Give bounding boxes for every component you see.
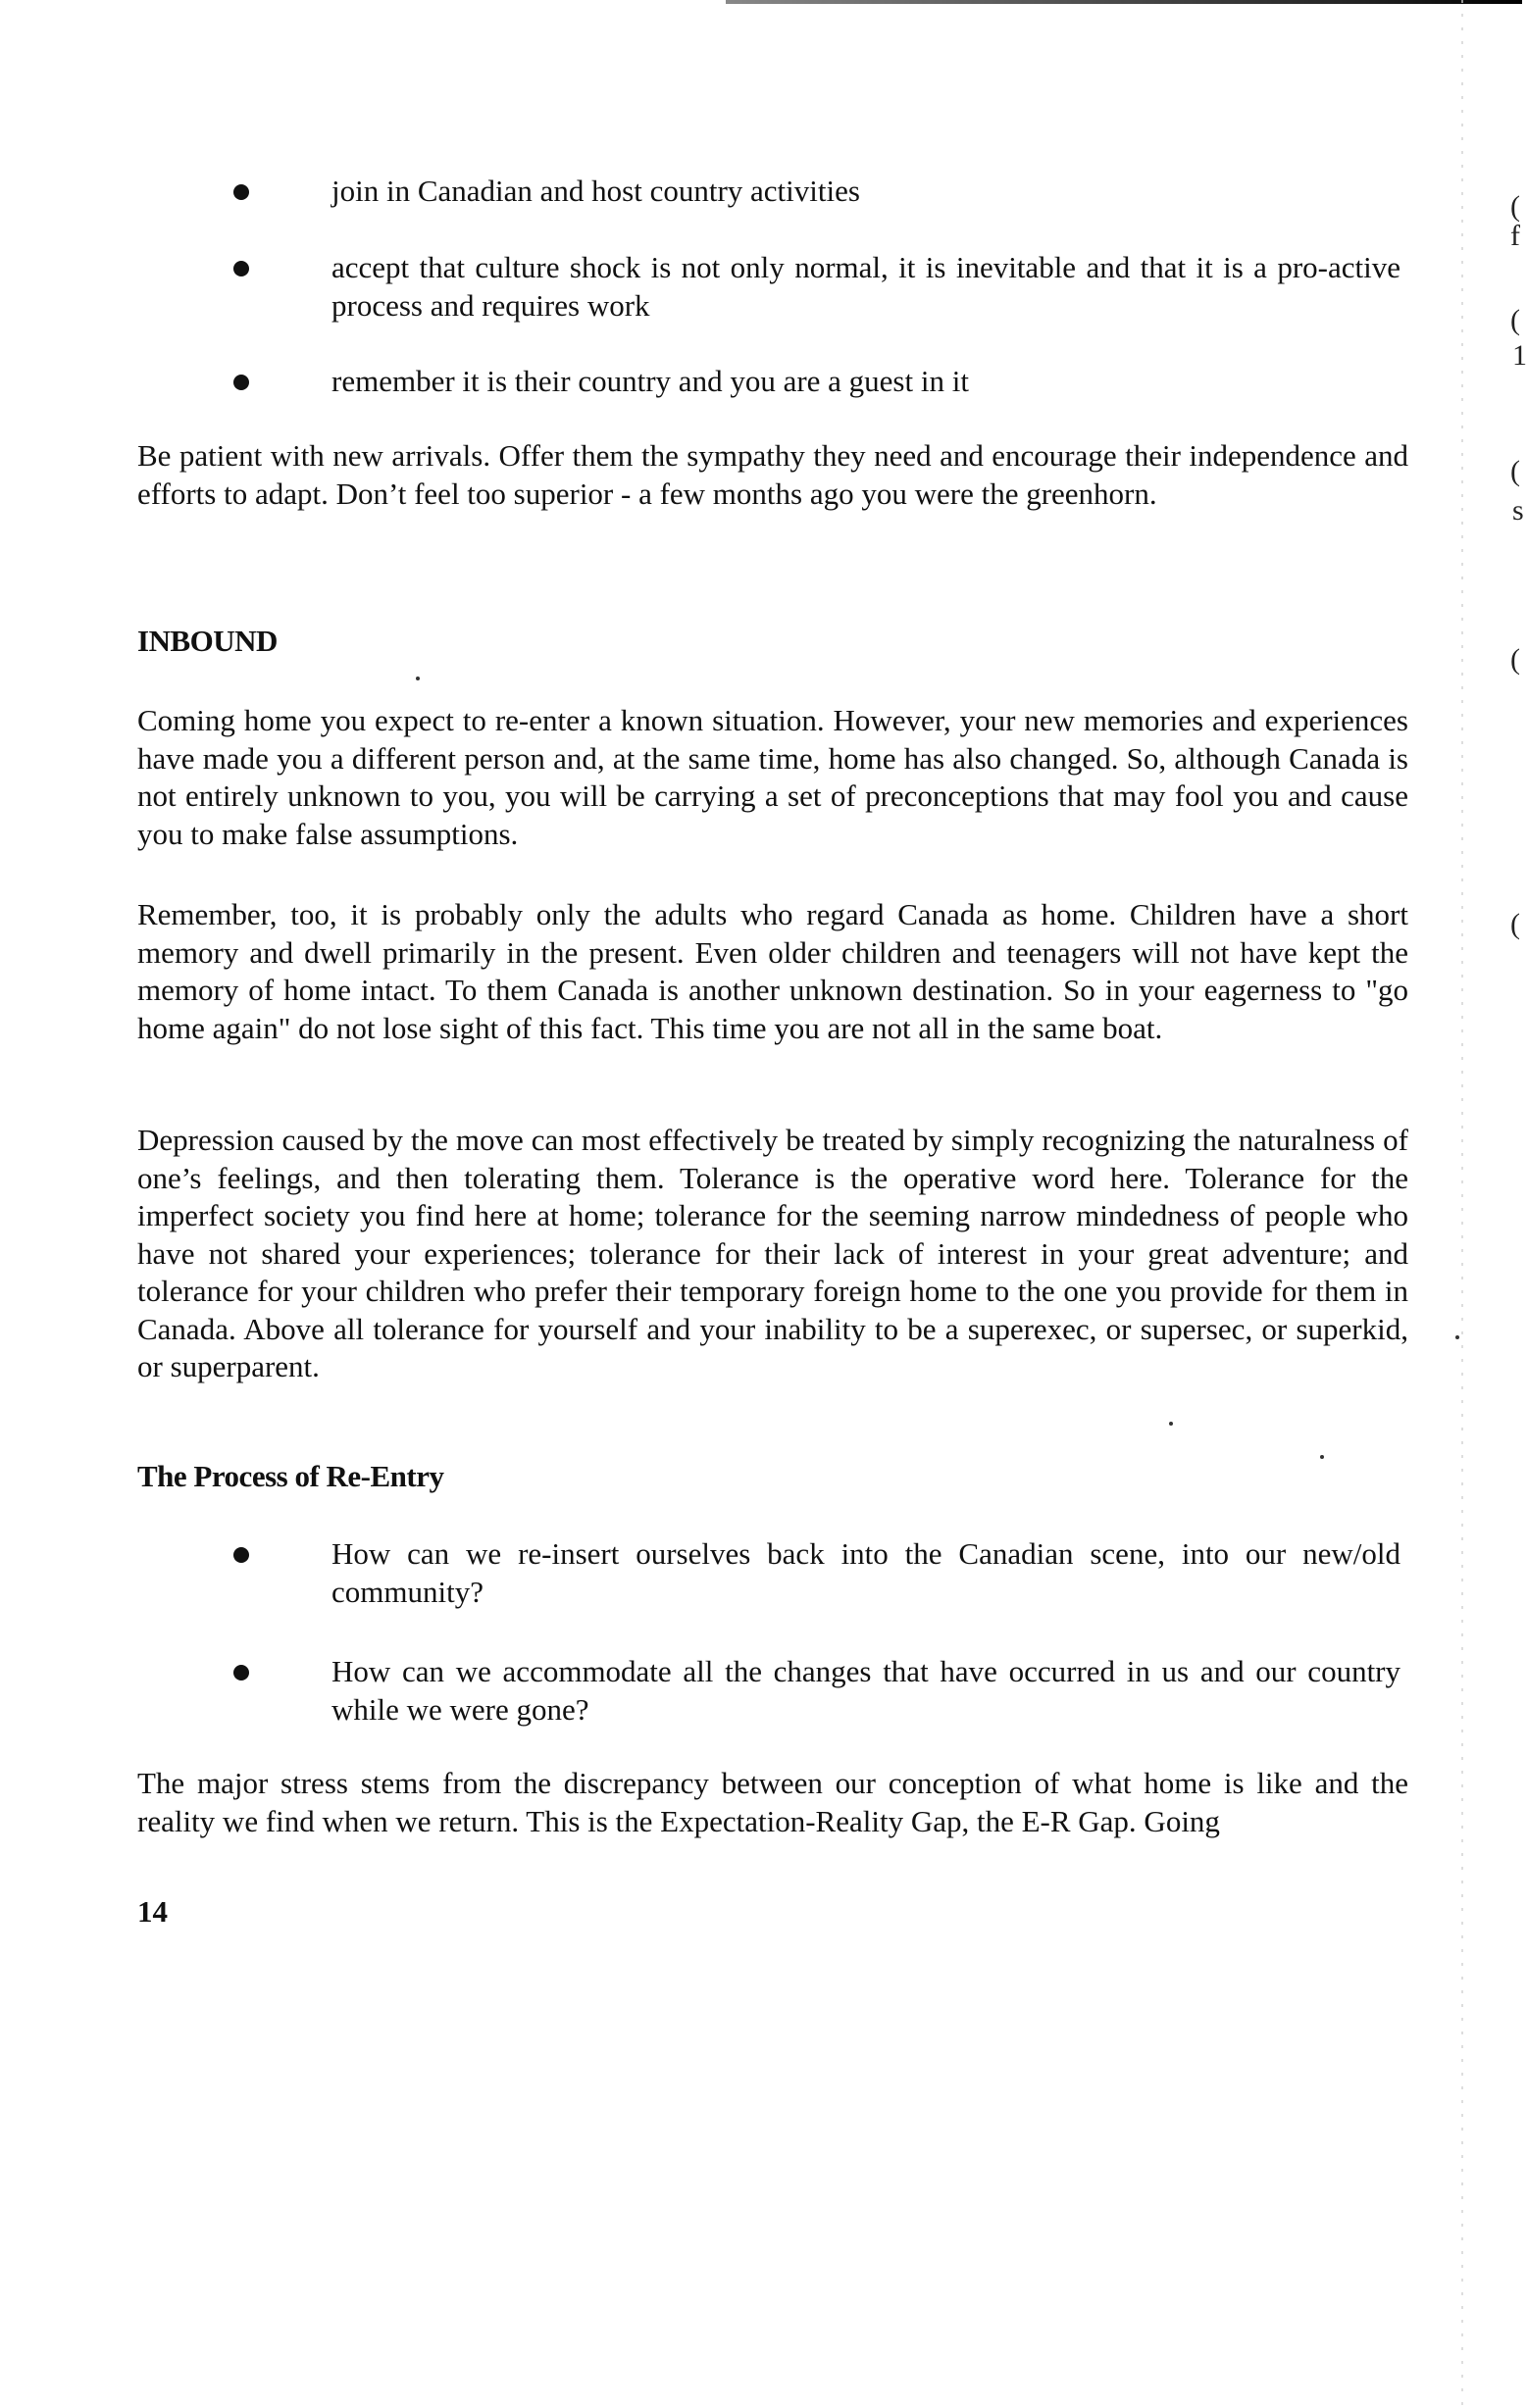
paragraph-coming-home: Coming home you expect to re-enter a known situation. However, your new memories and experiences have made you a different person and, at the same time, home has also changed. So, although Canada is not entirely unknown to you, you will be carrying a set of preconceptions that may fool you and cause you to make false assumptions. [137, 703, 1408, 851]
edge-mark: ( [1510, 643, 1520, 676]
paragraph-remember: Remember, too, it is probably only the adults who regard Canada as home. Children have a short memory and dwell primarily in the present. Even older children and teenagers will not have kept the memory of home intact. To them Canada is another unknown destination. So in your eagerness to "go home again" do not lose sight of this fact. This time you are not all in the same boat. [137, 897, 1408, 1045]
scan-speck [1169, 1422, 1173, 1426]
page-number: 14 [137, 1894, 168, 1929]
bullet-text: remember it is their country and you are a guest in it [331, 364, 969, 398]
edge-mark: f [1510, 220, 1520, 252]
edge-mark: ( [1510, 304, 1520, 336]
scan-speck [1320, 1455, 1324, 1459]
bullet-icon [233, 375, 249, 390]
list-item [233, 173, 1410, 212]
bullet-text: join in Canadian and host country activities [331, 174, 860, 208]
scan-speck [416, 677, 420, 680]
list-item [233, 363, 1410, 402]
section-heading-reentry: The Process of Re-Entry [137, 1459, 444, 1493]
paragraph-depression: Depression caused by the move can most effectively be treated by simply recognizing the naturalness of one’s feelings, and then tolerating them. Tolerance is the operative word here. Tolerance for the imperfect society you find here at home; tolerance for the seeming narrow mindedness of people who have not shared your experiences; tolerance for their lack of interest in your great adventure; and tolerance for your children who prefer their temporary foreign home to the one you provide for them in Canada. Above all tolerance for yourself and your inability to be a superexec, or supersec, or superkid, or superparent. [137, 1123, 1408, 1383]
scan-right-edge [1461, 0, 1463, 2408]
bullet-icon [233, 1547, 249, 1563]
bullet-text: How can we accommodate all the changes that have occurred in us and our country while we were gone? [331, 1654, 1400, 1727]
edge-mark: ( [1510, 455, 1520, 487]
edge-mark: ( [1510, 190, 1520, 223]
bullet-icon [233, 1665, 249, 1681]
scan-speck [1455, 1335, 1459, 1339]
bullet-icon [233, 184, 249, 200]
paragraph-patient: Be patient with new arrivals. Offer them the sympathy they need and encourage their independence and efforts to adapt. Don’t feel too superior - a few months ago you were the greenhorn. [137, 438, 1408, 511]
list-item [233, 1653, 1410, 1731]
edge-mark: 1 [1512, 339, 1527, 372]
list-item [233, 1535, 1410, 1614]
bullet-text: accept that culture shock is not only normal, it is inevitable and that it is a pro-active process and requires work [331, 250, 1400, 323]
bullet-icon [233, 261, 249, 276]
edge-mark: s [1512, 494, 1524, 527]
edge-mark: ( [1510, 908, 1520, 940]
top-edge-rule [726, 0, 1522, 4]
list-item [233, 249, 1410, 327]
bullet-text: How can we re-insert ourselves back into the Canadian scene, into our new/old community? [331, 1536, 1400, 1609]
section-heading-inbound: INBOUND [137, 624, 278, 658]
paragraph-stress: The major stress stems from the discrepancy between our conception of what home is like and the reality we find when we return. This is the Expectation-Reality Gap, the E-R Gap. Going [137, 1766, 1408, 1838]
